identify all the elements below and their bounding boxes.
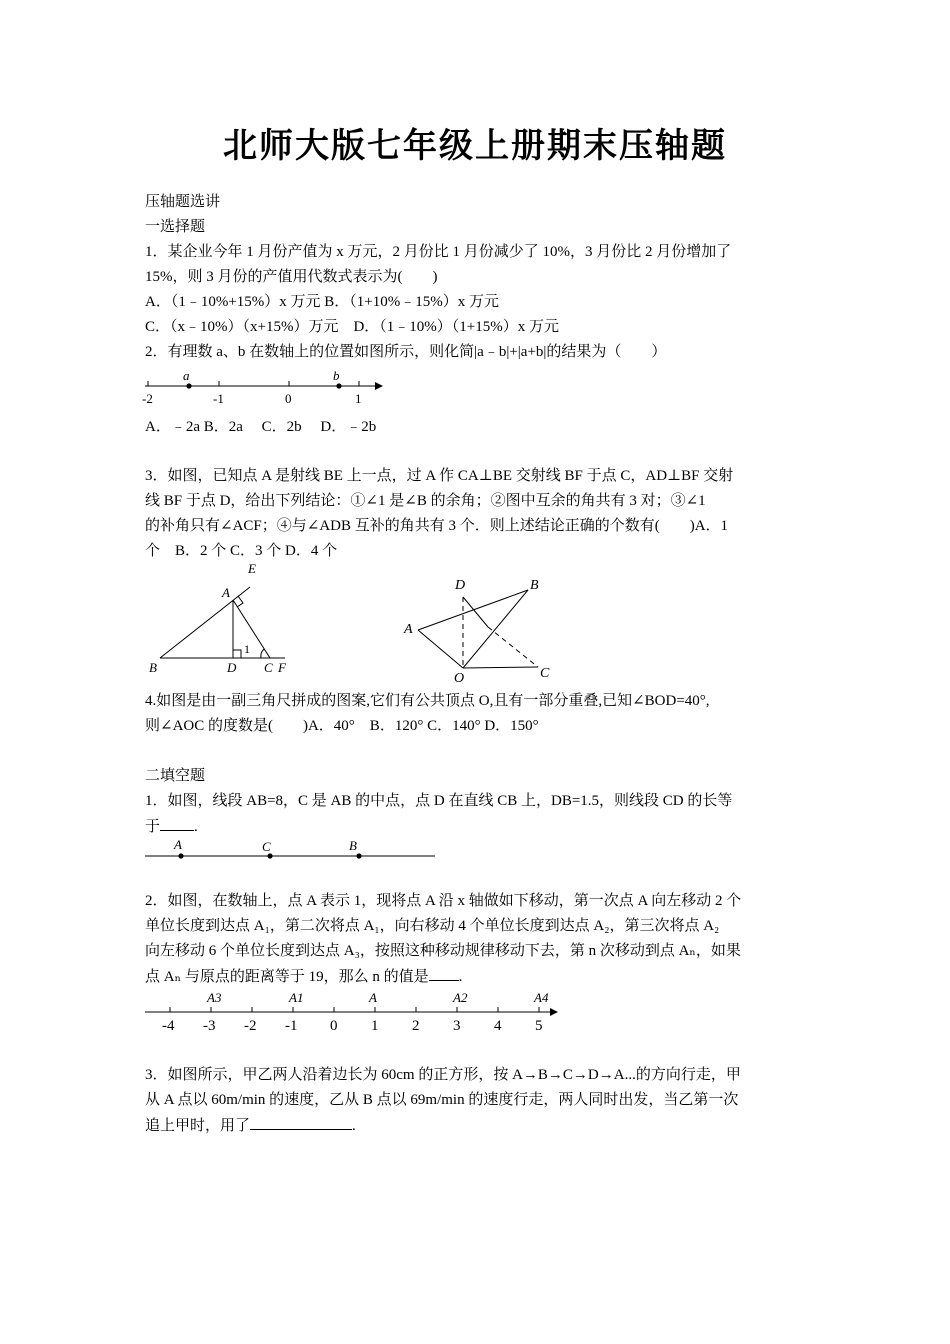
label-O: O [454, 671, 465, 686]
tick-label: 1 [355, 391, 362, 406]
f3-line1: 3．如图所示，甲乙两人沿着边长为 60cm 的正方形，按 A→B→C→D→A...的方向行走，甲 [145, 1067, 741, 1083]
q1-line1: 1．某企业今年 1 月份产值为 x 万元，2 月份比 1 月份减少了 10%，3 月份比 2 月份增加了 [145, 244, 732, 260]
f3-line2: 从 A 点以 60m/min 的速度，乙从 B 点以 69m/min 的速度行走，两人同时出发，当乙第一次 [145, 1092, 739, 1108]
label-A1: A1 [289, 990, 304, 1005]
q1-options-ab: A．（1﹣10%+15%）x 万元 B．（1+10%﹣15%）x 万元 [145, 294, 499, 310]
tick-label: -2 [244, 1018, 257, 1034]
q3-line2: 线 BF 于点 D，给出下列结论：①∠1 是∠B 的余角；②图中互余的角共有 3 对；③∠1 [145, 493, 706, 509]
q2-number-line [140, 368, 390, 410]
q4-line2: 则∠AOC 的度数是( )A．40° B．120° C．140° D．150° [145, 718, 539, 734]
tick-label: 0 [330, 1018, 338, 1034]
axis-arrow [375, 382, 383, 390]
q3-figure [145, 561, 305, 680]
q4-line1: 4.如图是由一副三角尺拼成的图案,它们有公共顶点 O,且有一部分重叠,已知∠BOD=40°, [145, 693, 710, 709]
section-intro: 压轴题选讲 [145, 194, 221, 210]
tick-label: 2 [412, 1018, 420, 1034]
f1-line2-end: . [194, 819, 198, 835]
f1-line1: 1．如图，线段 AB=8，C 是 AB 的中点，点 D 在直线 CB 上，DB=1.5，则线段 CD 的长等 [145, 793, 733, 809]
f2-line4-end: . [458, 969, 463, 985]
answer-blank[interactable] [160, 816, 194, 831]
segment-AC [233, 600, 270, 658]
f3-line3-text: 追上甲时，用了 [145, 1118, 251, 1134]
axis-arrow [550, 1008, 558, 1016]
point-C [267, 853, 272, 858]
label-D: D [455, 578, 466, 593]
label-B: B [149, 660, 157, 675]
q4-figure [400, 575, 570, 685]
point-B [356, 853, 361, 858]
ray-BE [160, 587, 250, 658]
q3-line1: 3．如图，已知点 A 是射线 BE 上一点，过 A 作 CA⊥BE 交射线 BF 于点 C，AD⊥BF 交射 [145, 468, 734, 484]
tick-label: -1 [285, 1018, 298, 1034]
label-A2: A2 [453, 990, 468, 1005]
label-A3: A3 [207, 990, 222, 1005]
section-heading-choice: 一选择题 [145, 219, 206, 235]
tick-label: 4 [494, 1018, 502, 1034]
section-heading-fill: 二填空题 [145, 768, 206, 784]
f1-line2-text: 于 [145, 819, 161, 835]
tick-label: 3 [453, 1018, 461, 1034]
f2-line4-text: 点 Aₙ 与原点的距离等于 19，那么 n 的值是 [145, 969, 429, 985]
label-C: C [264, 660, 273, 675]
f2-line2: 单位长度到达点 A₁，第二次将点 A₁，向右移动 4 个单位长度到达点 A₂，第三次将点 A₂ [145, 918, 720, 934]
q3-line3: 的补角只有∠ACF；④与∠ADB 互补的角共有 3 个．则上述结论正确的个数有( )A．1 [145, 518, 729, 534]
f1-segment-figure [145, 835, 445, 865]
tick-label: 0 [285, 391, 292, 406]
point-A [178, 853, 183, 858]
label-angle-1: 1 [244, 642, 250, 656]
label-E: E [248, 561, 256, 576]
label-A: A [174, 837, 182, 852]
label-A4: A4 [534, 990, 549, 1005]
segment-AO [418, 630, 463, 668]
tick-label: -3 [203, 1018, 216, 1034]
q2-options: A．﹣2a B．2a C．2b D．﹣2b [145, 419, 377, 435]
q1-options-cd: C．（x﹣10%）（x+15%）万元 D．（1﹣10%）（1+15%）x 万元 [145, 319, 559, 335]
q3-line4: 个 B．2 个 C．3 个 D．4 个 [145, 543, 338, 559]
page-title: 北师大版七年级上册期末压轴题 [223, 126, 727, 166]
segment-hidden-dashed [488, 627, 538, 667]
label-A: A [404, 622, 413, 637]
label-B: B [349, 838, 357, 853]
tick-label: -1 [213, 391, 224, 406]
f2-line3: 向左移动 6 个单位长度到达点 A₃，按照这种移动规律移动下去，第 n 次移动到点 Aₙ，如果 [145, 943, 741, 959]
right-angle-mark-D [233, 650, 241, 658]
answer-blank[interactable] [250, 1115, 352, 1130]
answer-blank[interactable] [429, 966, 459, 981]
angle-1-arc [261, 649, 264, 658]
label-D: D [227, 660, 237, 675]
label-F: F [278, 660, 286, 675]
f2-line1: 2．如图，在数轴上，点 A 表示 1，现将点 A 沿 x 轴做如下移动，第一次点 A 向左移动 2 个 [145, 893, 742, 909]
f2-number-line [145, 988, 565, 1036]
label-C: C [540, 666, 550, 681]
f3-line3-end: . [352, 1118, 356, 1134]
label-A: A [369, 990, 377, 1005]
label-B: B [530, 578, 539, 593]
tick-label: -2 [142, 391, 153, 406]
f3-line3 [145, 1115, 356, 1136]
point-b [336, 383, 341, 388]
label-A: A [222, 585, 230, 600]
q2-stem: 2．有理数 a、b 在数轴上的位置如图所示，则化简|a﹣b|+|a+b|的结果为（ ） [145, 344, 667, 360]
tick-label: 5 [535, 1018, 543, 1034]
label-a: a [183, 368, 190, 383]
label-b: b [333, 368, 340, 383]
segment-OC [463, 667, 538, 668]
right-angle-mark-A [237, 596, 243, 607]
label-C: C [262, 839, 271, 854]
f2-line4 [145, 966, 462, 987]
f1-line2 [145, 816, 198, 837]
q1-line2: 15%，则 3 月份的产值用代数式表示为( ) [145, 269, 438, 285]
point-a [186, 383, 191, 388]
tick-label: -4 [162, 1018, 175, 1034]
tick-label: 1 [371, 1018, 379, 1034]
